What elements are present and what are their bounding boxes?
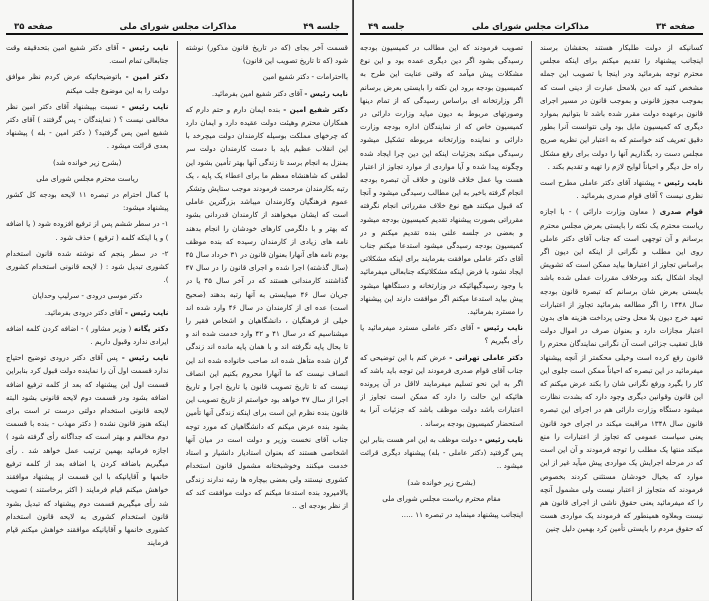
page-number: صفحه ۳۴ (656, 22, 695, 32)
paragraph-text: دکتر موسی درودی - سرلیپ وحدایان (32, 291, 143, 301)
speech-paragraph (6, 351, 169, 549)
paragraph-text: ریاست محترم مجلس شورای ملی (36, 173, 139, 183)
paragraph-text: (بشرح زیر خوانده شد) (53, 157, 122, 167)
paragraph-text: نسبت بپیشنهاد آقای دکتر امین نظر مخالفی نیست ؟ ( نمایندگان - پس گرفتند ) آقای دکتر شفیع امین پس گرفتید؟ ( دکتر امین - بله ) پیشنهاد بعدی قرائت میشود . (6, 101, 169, 151)
speech-paragraph (186, 103, 349, 512)
paragraph-text: بنده ایمان دارم و حتم دارم که همکاران محترم وهیئت دولت عقیده دارد و ایمان دارد که چرخهای مملکت بوسیله کارمندان دولت میچرخد با این انقلاب عظیم باید با دست کارمندان دولت سر بمنزل به انجام برسد تا زندگی آنها بهتر تأمین بشود این لطفی که شاهنشاه معظم ما برای اعطاء یک پایه ، یک رتبه بکارمندان مرحمت فرمودند موجب ستایش وتشکر عموم فرهنگیان وکارمندان میباشد بزرگترین عاملی است که ایشان میخواهند از کارمندان قدردانی بشود که بهتر و با دلگرمی کارهای خودشان را انجام بدهند نامه های زیادی از کارمندان رسیده که بنده موظف بودم نامه های آنهارا بعنوان قانون در ۳۱ خرداد سال ۴۵ (سال گذشته) اجرا شده و اجرای قانون را در سال ۴۷ گذاشتند کارمندانی هستند که در آخر سال ۴۵ یا در جریان سال ۴۶ میبایستی به آنها رتبه بدهند (صحیح است) عده ای از کارمندان در سال ۴۶ وارد شده اند خیلی از فرهنگیان ، دانشگاهیان و اشخاص فقیر را میشناسیم که در سال ۴۱ و ۴۲ وارد خدمت شده اند و تا بحال پایه نگرفته اند و با همان پایه مانده اند زندگی گران شده متأهل شده اند صاحب خانواده شده اند این انصاف نیست که ما آنهارا محروم بکنیم این انصاف نیست که تا تاریخ تصویب قانون یا تاریخ اجرا و تاریخ اجرا از سال ۴۷ خواهد بود خواستم از تاریخ تصویب این قانون بنده نظرم این است برای اینکه زندگی آنها تأمین بشود بنده عرض میکنم که دانشگاهیان که مورد توجه جناب آقای نخست وزیر و دولت است در میان آنها اشخاصی هستند که بعنوان استادیار دانشیار و استاد خدمت میکنند وخوشبختانه مشمول قانون استخدام کشوری نیستند ولی بعضی بیچاره ها رتبه ندارند زندگی بالامیرود بنده استدعا میکنم که دولت موافقت کند که از نظر بودجه ای .. (185, 104, 348, 510)
paragraph-text: تصویب فرمودند که این مطالب در کمیسیون بودجه رسیدگی بشود اگر دین دیگری عمده بود و این نوع مشکلات پیش میآمد که وقتی عنایت این طرح به کمیسیون بودجه برود این نکته را بایستی بعرض برسانم اگر وزارتخانه ای براساس رسیدگی که از تمام دینها وصورتهای مربوط به دیون میاید وزارت دارائی در کمیسیون خاص که از نمایندگان اداره بودجه وزارت دارائی و نماینده وزارتخانه مربوطه تشکیل میشود رسیدگی میکند بجزئیات اینکه این دین چرا ایجاد شده وچگونه پیدا شده و آیا مواردی از موارد تجاوز از اعتبار هست ویا عمل خلاف قانون و خلاف آن تبصره بودجه انجام گرفته باخیر به این مطالب رسیدگی میشود و آنجا که قبول میکنند هیچ نوع خلاف مقرراتی انجام نگرفته مقرراتی بصورت پیشنهاد تقدیم کمیسیون بودجه میشود و بعضی در جلسه علنی بنده تقدیم میکنم و در کمیسیون بودجه رسیدگی میشود استدعا میکنم جناب آقای دکتر عاملی موافقت بفرمایند برای اینکه مشکلاتی ایجاد نشود با فرض اینکه مشکلاتیکه جنابعالی میفرمائید با وجود رسیدگیهائیکه در وزارتخانه و دستگاهها میشود پیش بیاید استدعا میکنم اگر موافقت دارند این پیشنهاد را مسترد بفرمائید. (360, 43, 523, 317)
paragraph-text: آقای دکتر درودی بفرمائید. (44, 307, 123, 317)
speech-paragraph (6, 322, 169, 348)
column-left (6, 41, 169, 601)
paragraph-text: ( وزیر مشاور ) - اضافه کردن کلمه اضافه ایرادی ندارد وقبول داریم . (6, 323, 169, 347)
speaker-name: نایب رئیس - (476, 323, 523, 333)
text-paragraph (186, 70, 349, 83)
page-header (6, 8, 348, 35)
paragraph-text: (بشرح زیر خوانده شد) (407, 477, 476, 487)
speaker-name: دکتر عاملی تهرانی - (449, 352, 523, 362)
paragraph-text: قسمت آخر بجای (که در تاریخ قانون مذکور) نوشته شود (که تا تاریخ تصویب این قانون) (185, 43, 348, 66)
column-right (186, 41, 349, 601)
session-label: جلسه ۴۹ (368, 22, 405, 32)
speech-paragraph (360, 351, 523, 430)
running-title: مذاکرات مجلس شورای ملی (471, 22, 589, 32)
page-header (360, 8, 703, 35)
speaker-name: نایب رئیس - (121, 353, 169, 363)
speaker-name: نایب رئیس - (121, 101, 169, 111)
centered-line (6, 172, 169, 185)
paragraph-text: عرض کنم با این توضیحی که جناب آقای قوام صدری فرمودند این توجه باید باشد که اگر به این نحو تسلیم میفرمایند لااقل در آن پرونده هائیکه این حالت را دارد که ممکن است تجاوز از اعتبارات باشد دولت موظف باشد که جزئیات آنرا به استحضار کمیسیون بودجه برساند . (360, 352, 523, 428)
paragraph-text: پیشنهاد آقای دکتر عاملی مطرح است نظری نیست ؟ آقای قوام صدری بفرمائید . (540, 178, 703, 201)
speech-paragraph (540, 205, 703, 535)
speech-paragraph (360, 433, 523, 473)
session-label: جلسه ۴۹ (303, 22, 340, 32)
speech-paragraph (6, 100, 169, 153)
running-title: مذاکرات مجلس شورای ملی (119, 22, 237, 32)
paragraph-text: ۱- در سطر ششم پس از ترفیع افزوده شود ( یا اضافه ) و یا اینکه کلمه ( ترفیع ) حذف شود . (6, 219, 169, 242)
speech-paragraph (186, 87, 349, 100)
column-divider (177, 41, 178, 601)
page-34 (354, 0, 709, 600)
centered-line (360, 492, 523, 505)
speaker-name: نایب رئیس - (657, 178, 703, 188)
paragraph-text: اینجانب پیشنهاد مینماید در تبصره ۱۱ ..... (401, 509, 523, 519)
centered-line (360, 476, 523, 489)
paragraph-text: با کمال احترام در تبصره ۱۱ لایحه بودجه کل کشور پیشنهاد میشود: (6, 190, 169, 213)
paragraph-text: باتوضیحاتیکه عرض کردم نظر موافق دولت را به این موضوع جلب میکنم (6, 72, 169, 95)
page-35 (0, 0, 354, 600)
paragraph-text: ۲- در سطر پنجم که نوشته شده قانون استخدام کشوری تبدیل شود : ( لایحه قانونی استخدام کشوری ). (6, 248, 169, 285)
column-left (360, 41, 523, 601)
speech-paragraph (6, 41, 169, 67)
speech-paragraph (6, 306, 169, 319)
speaker-name: نایب رئیس - (479, 434, 523, 444)
speaker-name: دکتر شفیع امین - (283, 104, 348, 114)
speaker-name: نایب رئیس - (304, 88, 348, 98)
text-paragraph (540, 41, 703, 173)
text-paragraph (360, 508, 523, 521)
paragraph-text: پس آقای دکتر درودی توضیح احتیاج ندارد قسمت اول آن را نماینده دولت قبول کرد بنابراین قسمت اول این پیشنهاد که بعد از کلمه ترفیع اضافه اضافه بشود ودر قسمت دوم لایحه قانونی بشود البته لایحه قانونی استخدام دولتی درست تر است برای اینکه هنوز قانون نشده ( دکتر مهذب - بنده با قسمت دوم مخالفم و بهتر است که جداگانه رأی گرفته شود ) اجازه فرمائید بهمین ترتیب عمل خواهد شد . رأی میگیریم باضافه کردن یا اضافه بعد از کلمه ترفیع خانمها و آقایانیکه با این قسمت از پیشنهاد موافقند خواهش میکنم قیام فرمایند ( اکثر برخاستند ) تصویب شد رأی میگیریم قسمت دوم پیشنهاد که تبدیل بشود قانون استخدام کشوری به لایحه قانون استخدام کشوری خانمها و آقایانیکه موافقند خواهش میکنم قیام فرمایند (6, 353, 169, 548)
text-paragraph (6, 247, 169, 287)
text-paragraph (6, 217, 169, 243)
speaker-name: نایب رئیس - (122, 43, 169, 52)
paragraph-text: کسانیکه از دولت طلبکار هستند بحقشان برسند اینجانب پیشنهاد را تقدیم میکنم برای اینکه مجلس محترم توجه بفرمائید ودر اینجا با تصویب این جمله مشخص کنید که دین بلامحل عبارت از دینی است که بموجب مجوز قانونی و بموجب قانون در مسیر اجرای قانون برعهده دولت مقرر شده باشد تا بتوانیم بموارد دیگری که کمیسیون مایل بود ولی نتوانست آنرا بطور دقیق تعریف کند خواستم که به اعتبار این نظریه صریح مجلس دست رد بگذاریم آنها را دولت برای رفع مشکل راه حل دیگر و احیاناً لوایح لازم را تهیه و تقدیم بکند . (540, 43, 703, 171)
paragraph-text: دولت موظف به این امر هست بنابر این پس گرفتید (دکتر عاملی - بله) پیشنهاد دیگری قرائت میشود .. (360, 434, 523, 471)
column-divider (531, 41, 532, 601)
text-paragraph (186, 41, 349, 67)
page-number: صفحه ۳۵ (14, 22, 53, 32)
speaker-name: قوام صدری (659, 207, 703, 217)
paragraph-text: آقای دکتر شفیع امین بفرمائید. (211, 88, 303, 98)
paragraph-text: آقای دکتر شفیع امین بتحدقیقه وقت جنابعالی تمام است. (6, 43, 169, 66)
text-paragraph (360, 41, 523, 318)
speaker-name: دکتر یگانه (133, 323, 169, 333)
paragraph-text: آقای دکتر عاملی مسترد میفرمائید یا رأی بگیریم ؟ (360, 323, 523, 346)
speech-paragraph (540, 176, 703, 202)
paragraph-text: ( معاون وزارت دارائی ) - با اجازه ریاست محترم یک نکته را بایستی بعرض مجلس محترم برسانم و آن توجهی است که جناب آقای دکتر عاملی روی این مطلب و نگرانی از اینکه این دیون اگر براساس تجاوز از اعتبارها بیاید ممکن است که تشویش ایجاد اشکال بکند وبرخلاف مقررات عملی شده باشد بایستی بعرض شان برسانم که تبصره قانون بودجه سال ۱۳۴۸ را اگر مطالعه بفرمائید تجاوز از اعتبارات تعهد خرج دیون بلا محل وحتی پرداخت هزینه های بدون اعتبار مجازات دارد و بعنوان صرف در اموال دولت قابل تعقیب جزائی است آن نگرانی نمایندگان محترم را قانون رفع کرده است وخیلی محکمتر از آنچه پیشنهاد میفرمائید در این تبصره که احیاناً ممکن است جلوی این کار را بگیرد ورفع نگرانی شان را بکند عرض میکنم که این قانون وقوانین دیگری وجود دارد که بشدت نظارت میشود دستگاه وزارت دارائی هم در اجرای این تبصره قانون سال ۱۳۴۸ مراقبت میکند در اجرای خود قانون یعنی سیاست عمومی که تجاوز از اعتبارات را منع میکند منتها یک مطلب را توجه فرمودند و آن این است که در مرحله اجرایش یک مواردی پیش میآید غیر از این موارد که بخیال خودشان مستثنی کردند بخصوص فرمودند که متجاوز از اعتبار نیست ولی مشمول آنچه را که میفرمائید یعنی حقوق ناشی از اجرای قانون هم نیست وبعلاوه همینطور که فرمودند یک مواردی هست که حقوق مردم را بایستی تأمین کرد بهمین دلیل چنین (540, 207, 703, 534)
speaker-name: دکتر امین - (125, 72, 169, 82)
paragraph-text: مقام محترم ریاست مجلس شورای ملی (382, 493, 501, 503)
column-right (540, 41, 703, 601)
centered-line (6, 289, 169, 302)
speech-paragraph (6, 70, 169, 96)
centered-line (6, 156, 169, 169)
speech-paragraph (360, 321, 523, 347)
paragraph-text: بااحترامات - دکتر شفیع امین (262, 72, 348, 82)
speaker-name: نایب رئیس - (124, 307, 169, 317)
text-paragraph (6, 188, 169, 214)
